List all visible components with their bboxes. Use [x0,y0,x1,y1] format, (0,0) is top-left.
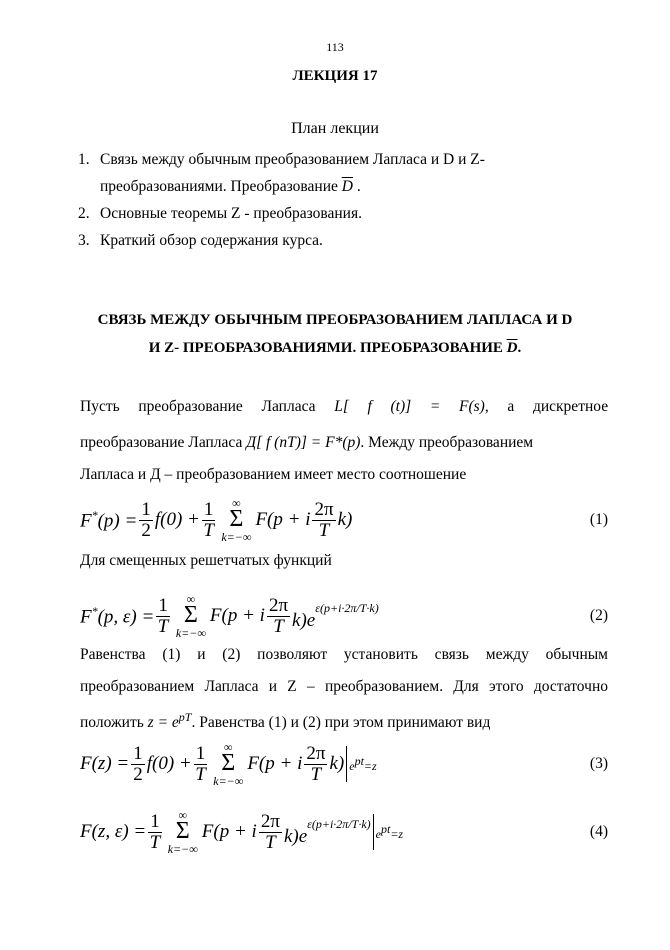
para2: Для смещенных решетчатых функций [80,552,332,569]
para3-line3: положить $z = e^{pT}$. Равенства (1) и (2) при этом принимают вид [80,710,491,732]
section-heading-line2: И Z- ПРЕОБРАЗОВАНИЯМИ. ПРЕОБРАЗОВАНИЕ $\overline{D}$. [148,340,522,356]
plan-item-number: 2. [78,205,90,222]
lecture-title: ЛЕКЦИЯ 17 [292,68,378,84]
equation-1: F*(p) = $\frac{1}{2}$ f(0) + $\frac{1}{T}$ ∞ Σ k=−∞ F(p + i $\frac{2\pi}{T}$ k) (1) [80,496,608,544]
plan-item-text: Связь между обычным преобразованием Лапласа и D и Z- [100,151,485,168]
equation-number: (1) [589,511,608,528]
plan-item-text: Основные теоремы Z - преобразования. [100,205,362,222]
section-heading-line1: СВЯЗЬ МЕЖДУ ОБЫЧНЫМ ПРЕОБРАЗОВАНИЕМ ЛАПЛАСА И D [97,312,573,328]
d-bar-symbol: $\overline{D}$ [341,178,353,195]
laplace-formula: L[ f (t)] = F(s) [334,398,485,415]
z-substitution-formula: $z = e^{pT}$ [147,710,192,732]
equation-3: F(z) = $\frac{1}{2}$ f(0) + $\frac{1}{T}$ ∞ Σ k=−∞ F(p + i $\frac{2\pi}{T}$ k) $e^{pt}=z$ (3) [80,740,608,788]
equation-number: (2) [589,607,608,624]
plan-heading: План лекции [291,120,379,137]
equation-number: (4) [589,823,608,840]
plan-item-text: Краткий обзор содержания курса. [100,232,323,249]
para3-line2: преобразованием Лапласа и Z – преобразованием. Для этого достаточно [80,678,608,695]
discrete-laplace-formula: Д[ f (nT)] = F*(p) [246,434,361,451]
plan-item-number: 1. [78,151,90,168]
equation-number: (3) [589,755,608,772]
para1-line3: Лапласа и Д – преобразованием имеет место соотношение [80,466,467,483]
para3-line1: Равенства (1) и (2) позволяют установить связь между обычным [80,646,608,663]
equation-2: F*(p, ε) = $\frac{1}{T}$ ∞ Σ k=−∞ F(p + i $\frac{2\pi}{T}$ $k)e^{\varepsilon(p+i\cdot 2\pi/T\cdot k)}$ (2) [80,592,608,640]
plan-list [78,146,618,254]
equation-4: F(z, ε) = $\frac{1}{T}$ ∞ Σ k=−∞ F(p + i $\frac{2\pi}{T}$ $k)e^{\varepsilon(p+i\cdot 2\pi/T\cdot k)}$ $e^{pt}=z$ (4) [80,808,608,856]
plan-item-2 [78,200,618,227]
plan-item-end: . [356,178,361,195]
para1-line1: Пусть преобразование Лапласа L[ f (t)] = F(s), а дискретное [80,398,609,415]
plan-item-3 [78,227,618,254]
plan-item-text-cont: преобразованиями. Преобразование [100,178,338,195]
para1-line2: преобразование Лапласа Д[ f (nT)] = F*(p). Между преобразованием [80,434,534,451]
page-number: 113 [326,40,344,54]
plan-item-number: 3. [78,232,90,249]
d-bar-symbol: $\overline{D}$ [506,340,518,356]
plan-item-1 [78,146,618,200]
